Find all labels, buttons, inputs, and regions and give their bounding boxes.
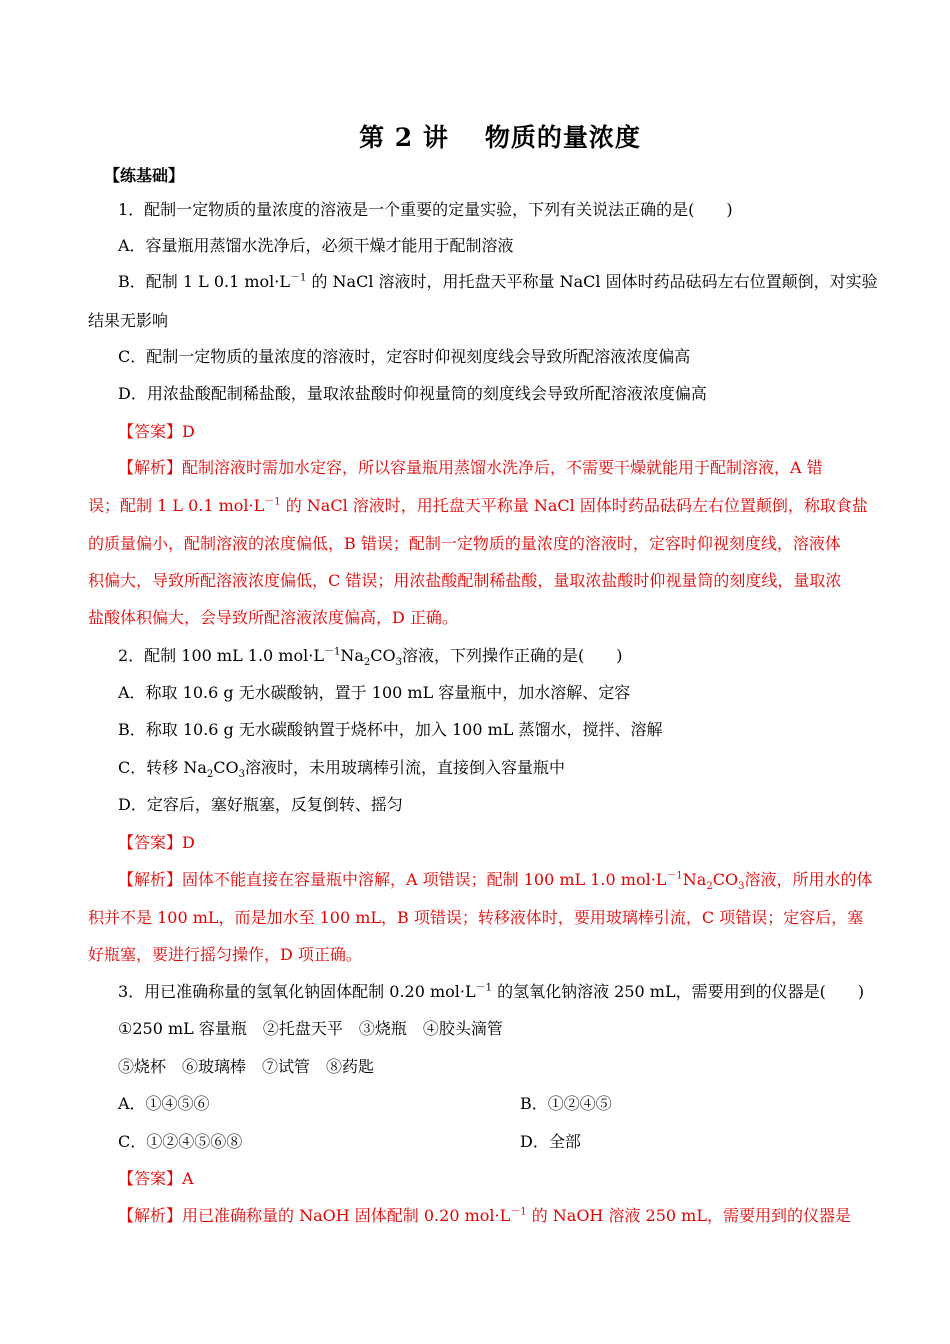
q2-stem: 2．配制 100 mL 1.0 $mol\cdot L^{-1}Na_2CO_3$溶液，下列操作正确的是( ) bbox=[118, 646, 623, 669]
q1-stem: 1．配制一定物质的量浓度的溶液是一个重要的定量实验，下列有关说法正确的是( ) bbox=[118, 200, 733, 219]
q2-answer: 【答案】D bbox=[118, 833, 195, 852]
q2-option-a: A．称取 10.6 g 无水碳酸钠，置于 100 mL 容量瓶中，加水溶解、定容 bbox=[118, 683, 631, 702]
q3-options-row-2 bbox=[118, 1132, 878, 1152]
q3-option-b: B．①②④⑤ bbox=[520, 1094, 612, 1113]
q1-option-b-cont: 结果无影响 bbox=[88, 311, 169, 330]
q3-explanation-1: 【解析】用已准确称量的 NaOH 固体配制 0.20 $mol\cdot L^{-1}$ 的 NaOH 溶液 250 mL，需要用到的仪器是 bbox=[118, 1206, 851, 1225]
q3-stem: 3．用已准确称量的氢氧化钠固体配制 0.20 $mol\cdot L^{-1}$ 的氢氧化钠溶液 250 mL，需要用到的仪器是( ) bbox=[118, 982, 865, 1001]
q3-options-row-1 bbox=[118, 1094, 878, 1114]
q2-explanation-1: 【解析】固体不能直接在容量瓶中溶解，A 项错误；配制 100 mL 1.0 $mol\cdot L^{-1}Na_2CO_3$溶液，所用水的体 bbox=[118, 870, 873, 893]
q3-option-d: D．全部 bbox=[520, 1132, 581, 1151]
q2-option-b: B．称取 10.6 g 无水碳酸钠置于烧杯中，加入 100 mL 蒸馏水，搅拌、溶解 bbox=[118, 720, 663, 739]
section-heading: 【练基础】 bbox=[104, 166, 185, 185]
q1-option-b: B．配制 1 L 0.1 $mol\cdot L^{-1}$ 的 NaCl 溶液时，用托盘天平称量 NaCl 固体时药品砝码左右位置颠倒，对实验 bbox=[118, 272, 878, 291]
q3-option-a: A．①④⑤⑥ bbox=[118, 1094, 210, 1113]
q1-option-c: C．配制一定物质的量浓度的溶液时，定容时仰视刻度线会导致所配溶液浓度偏高 bbox=[118, 347, 691, 366]
q1-option-d: D．用浓盐酸配制稀盐酸，量取浓盐酸时仰视量筒的刻度线会导致所配溶液浓度偏高 bbox=[118, 384, 707, 403]
q3-items-2: ⑤烧杯 ⑥玻璃棒 ⑦试管 ⑧药匙 bbox=[118, 1057, 375, 1076]
q2-option-d: D．定容后，塞好瓶塞，反复倒转、摇匀 bbox=[118, 795, 403, 814]
page-title bbox=[0, 118, 950, 154]
q1-explanation-3: 的质量偏小，配制溶液的浓度偏低，B 错误；配制一定物质的量浓度的溶液时，定容时仰视刻度线，溶液体 bbox=[88, 534, 841, 553]
q2-explanation-2: 积并不是 100 mL，而是加水至 100 mL，B 项错误；转移液体时，要用玻璃棒引流，C 项错误；定容后，塞 bbox=[88, 908, 864, 927]
q3-option-c: C．①②④⑤⑥⑧ bbox=[118, 1132, 243, 1151]
title-lecture: 第 2 讲 bbox=[359, 123, 449, 152]
q3-items-1: ①250 mL 容量瓶 ②托盘天平 ③烧瓶 ④胶头滴管 bbox=[118, 1019, 503, 1038]
q2-option-c: C．转移 $Na_2CO_3$溶液时，未用玻璃棒引流，直接倒入容量瓶中 bbox=[118, 758, 565, 781]
q1-explanation-2: 误；配制 1 L 0.1 $mol\cdot L^{-1}$ 的 NaCl 溶液时，用托盘天平称量 NaCl 固体时药品砝码左右位置颠倒，称取食盐 bbox=[88, 496, 868, 515]
q1-explanation-5: 盐酸体积偏大，会导致所配溶液浓度偏高，D 正确。 bbox=[88, 608, 458, 627]
q1-option-a: A．容量瓶用蒸馏水洗净后，必须干燥才能用于配制溶液 bbox=[118, 236, 514, 255]
q1-explanation-1: 【解析】配制溶液时需加水定容，所以容量瓶用蒸馏水洗净后，不需要干燥就能用于配制溶液，A 错 bbox=[118, 458, 823, 477]
q1-explanation-4: 积偏大，导致所配溶液浓度偏低，C 错误；用浓盐酸配制稀盐酸，量取浓盐酸时仰视量筒的刻度线，量取浓 bbox=[88, 571, 842, 590]
q3-answer: 【答案】A bbox=[118, 1169, 194, 1188]
q1-answer: 【答案】D bbox=[118, 422, 195, 441]
q2-explanation-3: 好瓶塞，要进行摇匀操作，D 项正确。 bbox=[88, 945, 362, 964]
title-topic: 物质的量浓度 bbox=[484, 123, 641, 152]
